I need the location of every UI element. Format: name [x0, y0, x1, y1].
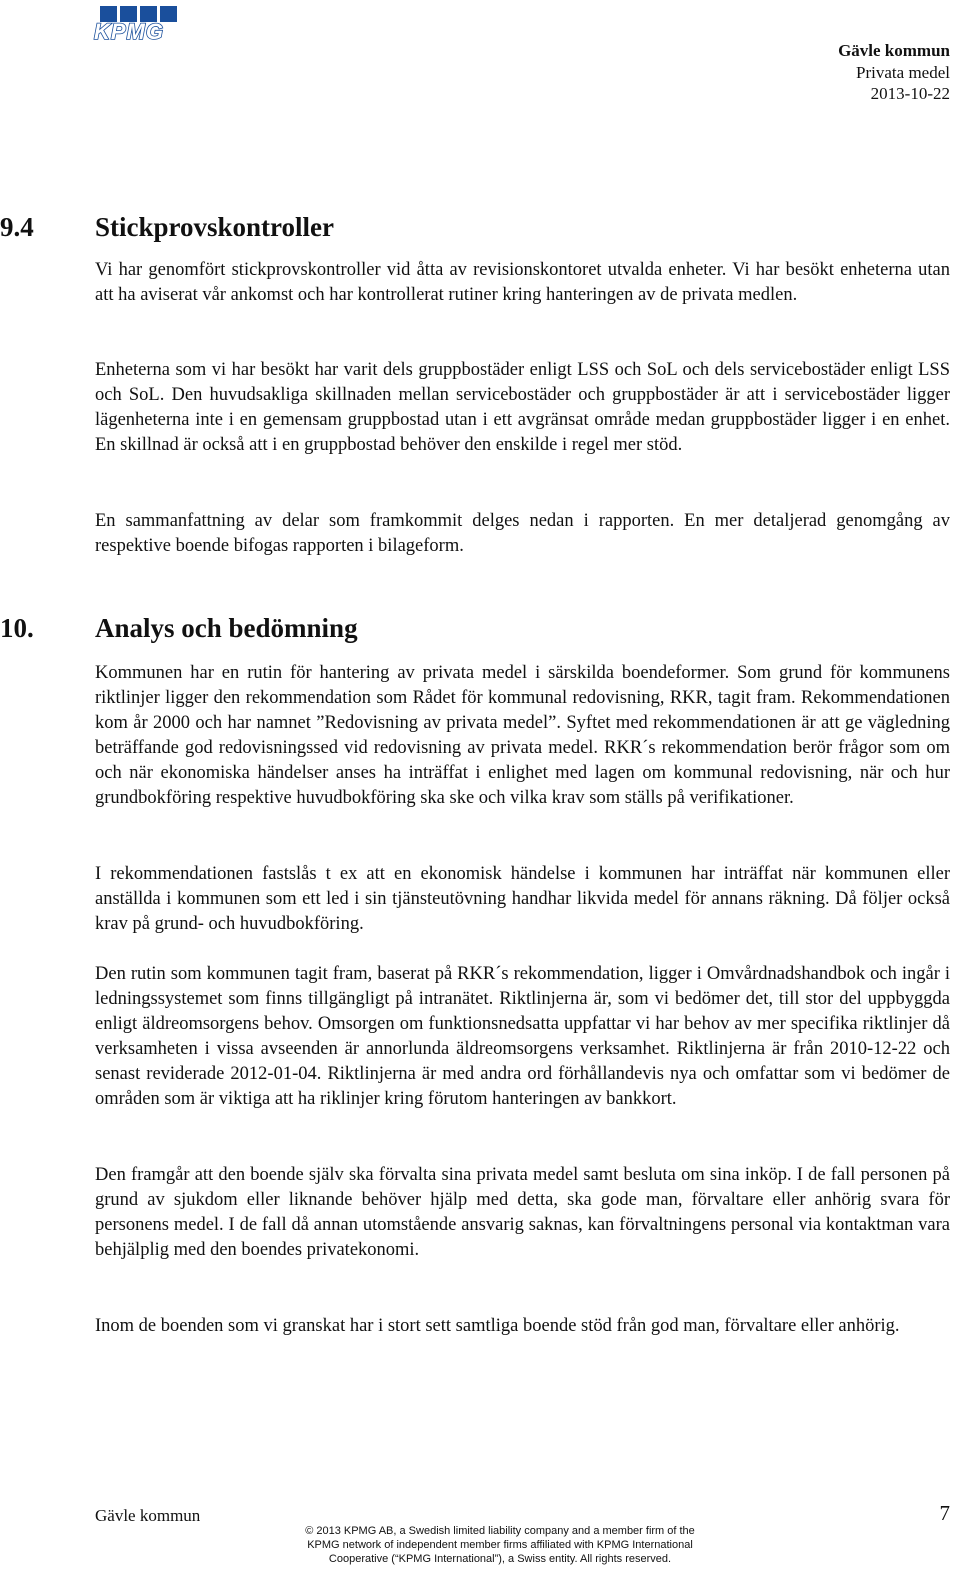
footer-copyright	[270, 1524, 730, 1566]
section-title: Stickprovskontroller	[95, 212, 335, 242]
copyright-line: Cooperative (“KPMG International”), a Swiss entity. All rights reserved.	[328, 1553, 672, 1565]
header-organization: Gävle kommun	[838, 41, 950, 60]
section-number: 9.4	[0, 212, 34, 242]
paragraph: I rekommendationen fastslås t ex att en ekonomisk händelse i kommunen har inträffat när kommunen eller anställda i kommunen som ett led i sin tjänsteutövning handhar likvida medel för annans räkning. Då följer också krav på grund- och huvudbokföring.	[95, 864, 950, 934]
paragraph: Inom de boenden som vi granskat har i stort sett samtliga boende stöd från god man, förvaltare eller anhörig.	[95, 1316, 900, 1336]
copyright-line: KPMG network of independent member firms affiliated with KPMG International	[307, 1539, 693, 1551]
page-header	[838, 40, 950, 105]
copyright-line: © 2013 KPMG AB, a Swedish limited liability company and a member firm of the	[305, 1525, 695, 1537]
page-number: 7	[939, 1501, 950, 1525]
footer-organization: Gävle kommun	[95, 1506, 201, 1525]
kpmg-logo	[92, 6, 184, 42]
paragraph: Den rutin som kommunen tagit fram, baserat på RKR´s rekommendation, ligger i Omvårdnadshandbok och ingår i ledningssystemet som finns tillgängligt på intranätet. Riktlinjerna är, som vi bedömer det, till stor del uppbyggda enligt äldreomsorgens behov. Omsorgen om funktionsnedsatta uppfattar vi har behov av mer specifika riktlinjer då verksamheten i vissa avseenden är annorlunda äldreomsorgens verksamhet. Riktlinjerna är från 2010-12-22 och senast reviderade 2012-01-04. Riktlinjerna är med andra ord förhållandevis nya och omfattar som vi bedömer de områden som är viktiga att ha riklinjer kring förutom hanteringen av bankkort.	[95, 964, 950, 1109]
section-number: 10.	[0, 613, 34, 643]
kpmg-logo-mark	[92, 6, 184, 42]
header-document-title: Privata medel	[856, 62, 950, 82]
header-date: 2013-10-22	[870, 84, 950, 103]
section-title: Analys och bedömning	[95, 613, 358, 643]
paragraph: Vi har genomfört stickprovskontroller vid åtta av revisionskontoret utvalda enheter. Vi har besökt enheterna utan att ha aviserat vår ankomst och har kontrollerat rutiner kring hanteringen av de privata medlen.	[95, 260, 950, 305]
paragraph: En sammanfattning av delar som framkommit delges nedan i rapporten. En mer detaljerad genomgång av respektive boende bifogas rapporten i bilageform.	[95, 511, 950, 556]
paragraph: Enheterna som vi har besökt har varit dels gruppbostäder enligt LSS och SoL och dels servicebostäder enligt LSS och SoL. Den huvudsakliga skillnaden mellan servicebostäder och gruppbostäder är att i servicebostäder ligger lägenheterna inte i en gemensam gruppbostad utan i ett avgränsat område medan gruppbostäder ligger i en enhet. En skillnad är också att i en gruppbostad behöver den enskilde i regel mer stöd.	[95, 360, 950, 455]
paragraph: Den framgår att den boende själv ska förvalta sina privata medel samt besluta om sina inköp. I de fall personen på grund av sjukdom eller liknande behöver hjälp med detta, ska gode man, förvaltare eller anhörig svara för personens medel. I de fall då annan utomstående ansvarig saknas, kan förvaltningens personal via kontaktman vara behjälplig med den boendes privatekonomi.	[95, 1165, 950, 1260]
paragraph: Kommunen har en rutin för hantering av privata medel i särskilda boendeformer. Som grund för kommunens riktlinjer ligger den rekommendation som Rådet för kommunal redovisning, RKR, tagit fram. Rekommendationen kom år 2000 och har namnet ”Redovisning av privata medel”. Syftet med rekommendationen är att ge vägledning beträffande god redovisningssed vid redovisning av privata medel. RKR´s rekommendation berör frågor som om och när ekonomiska händelser anses ha inträffat i enlighet med lagen om kommunal redovisning, när och hur grundbokföring respektive huvudbokföring ska ske och vilka krav som ställs på verifikationer.	[95, 663, 950, 808]
kpmg-logo-text: KPMG	[94, 19, 164, 42]
